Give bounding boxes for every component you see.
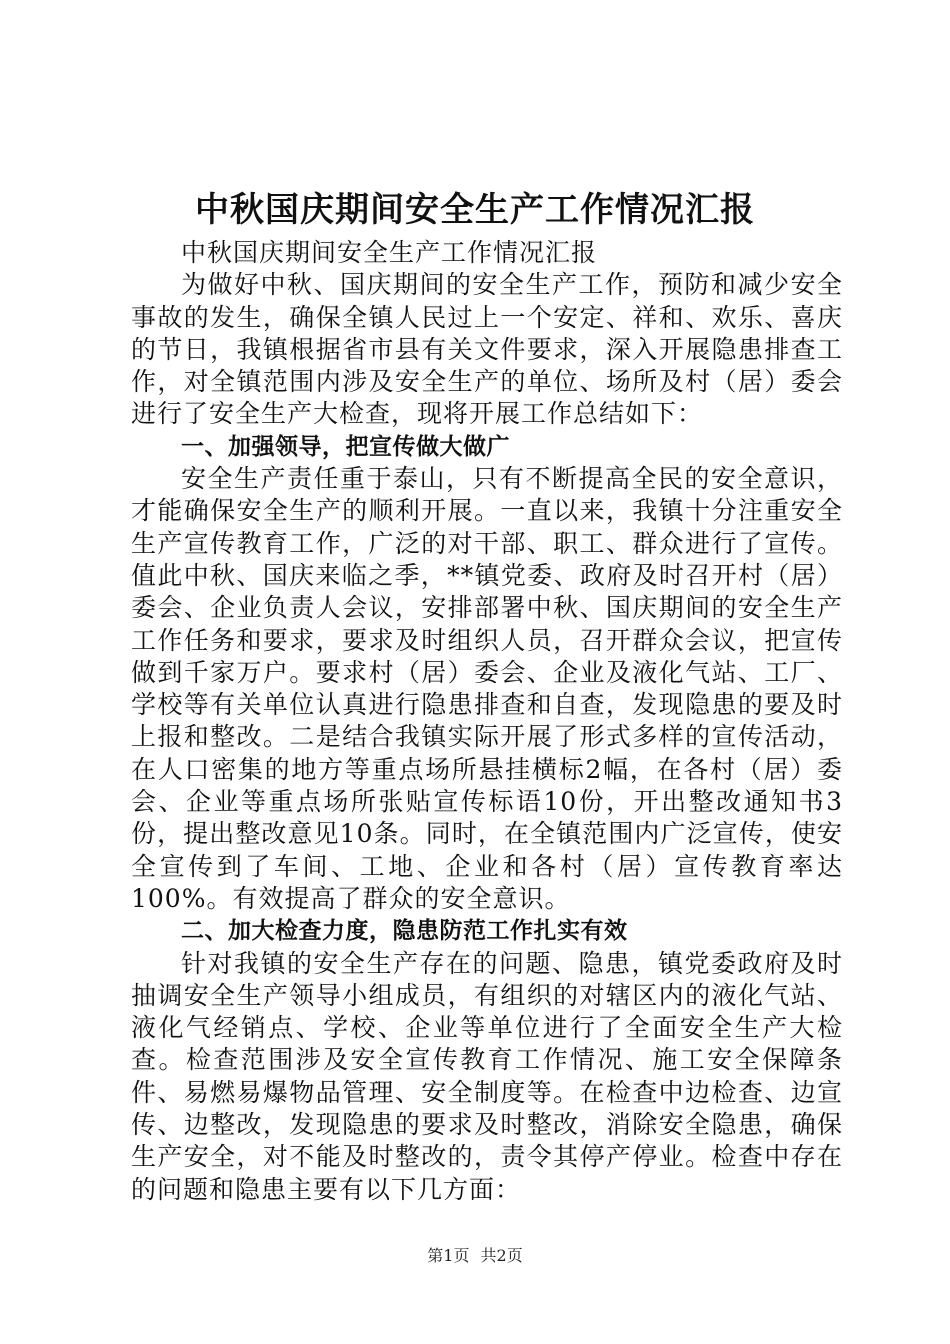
page-number: 第1页 <box>427 1246 470 1265</box>
body-paragraph: 中秋国庆期间安全生产工作情况汇报 <box>181 238 598 267</box>
page-footer <box>0 1243 950 1266</box>
body-paragraph: 针对我镇的安全生产存在的问题、隐患，镇党委政府及时抽调安全生产领导小组成员，有组织的对辖区内的液化气站、液化气经销点、学校、企业等单位进行了全面安全生产大检查。检查范围涉及安全宣传教育工作情况、施工安全保障条件、易燃易爆物品管理、安全制度等。在检查中边检查、边宣传、边整改，发现隐患的要求及时整改，消除安全隐患，确保生产安全，对不能及时整改的，责令其停产停业。检查中存在的问题和隐患主要有以下几方面： <box>131 948 843 1204</box>
document-body <box>131 237 843 1206</box>
section-heading: 一、加强领导，把宣传做大做广 <box>181 433 510 460</box>
section-heading: 二、加大检查力度，隐患防范工作扎实有效 <box>181 918 628 945</box>
document-title: 中秋国庆期间安全生产工作情况汇报 <box>195 190 755 230</box>
page-total: 共2页 <box>480 1246 523 1265</box>
body-paragraph: 为做好中秋、国庆期间的安全生产工作，预防和减少安全事故的发生，确保全镇人民过上一个安定、祥和、欢乐、喜庆的节日，我镇根据省市县有关文件要求，深入开展隐患排查工作，对全镇范围内涉及安全生产的单位、场所及村（居）委会进行了安全生产大检查，现将开展工作总结如下： <box>131 270 843 429</box>
body-paragraph: 安全生产责任重于泰山，只有不断提高全民的安全意识，才能确保安全生产的顺利开展。一直以来，我镇十分注重安全生产宣传教育工作，广泛的对干部、职工、群众进行了宣传。值此中秋、国庆来临之季，**镇党委、政府及时召开村（居）委会、企业负责人会议，安排部署中秋、国庆期间的安全生产工作任务和要求，要求及时组织人员，召开群众会议，把宣传做到千家万户。要求村（居）委会、企业及液化气站、工厂、学校等有关单位认真进行隐患排查和自查，发现隐患的要及时上报和整改。二是结合我镇实际开展了形式多样的宣传活动，在人口密集的地方等重点场所悬挂横标2幅，在各村（居）委会、企业等重点场所张贴宣传标语10份，开出整改通知书3份，提出整改意见10条。同时，在全镇范围内广泛宣传，使安全宣传到了车间、工地、企业和各村（居）宣传教育率达100%。有效提高了群众的安全意识。 <box>131 464 843 913</box>
